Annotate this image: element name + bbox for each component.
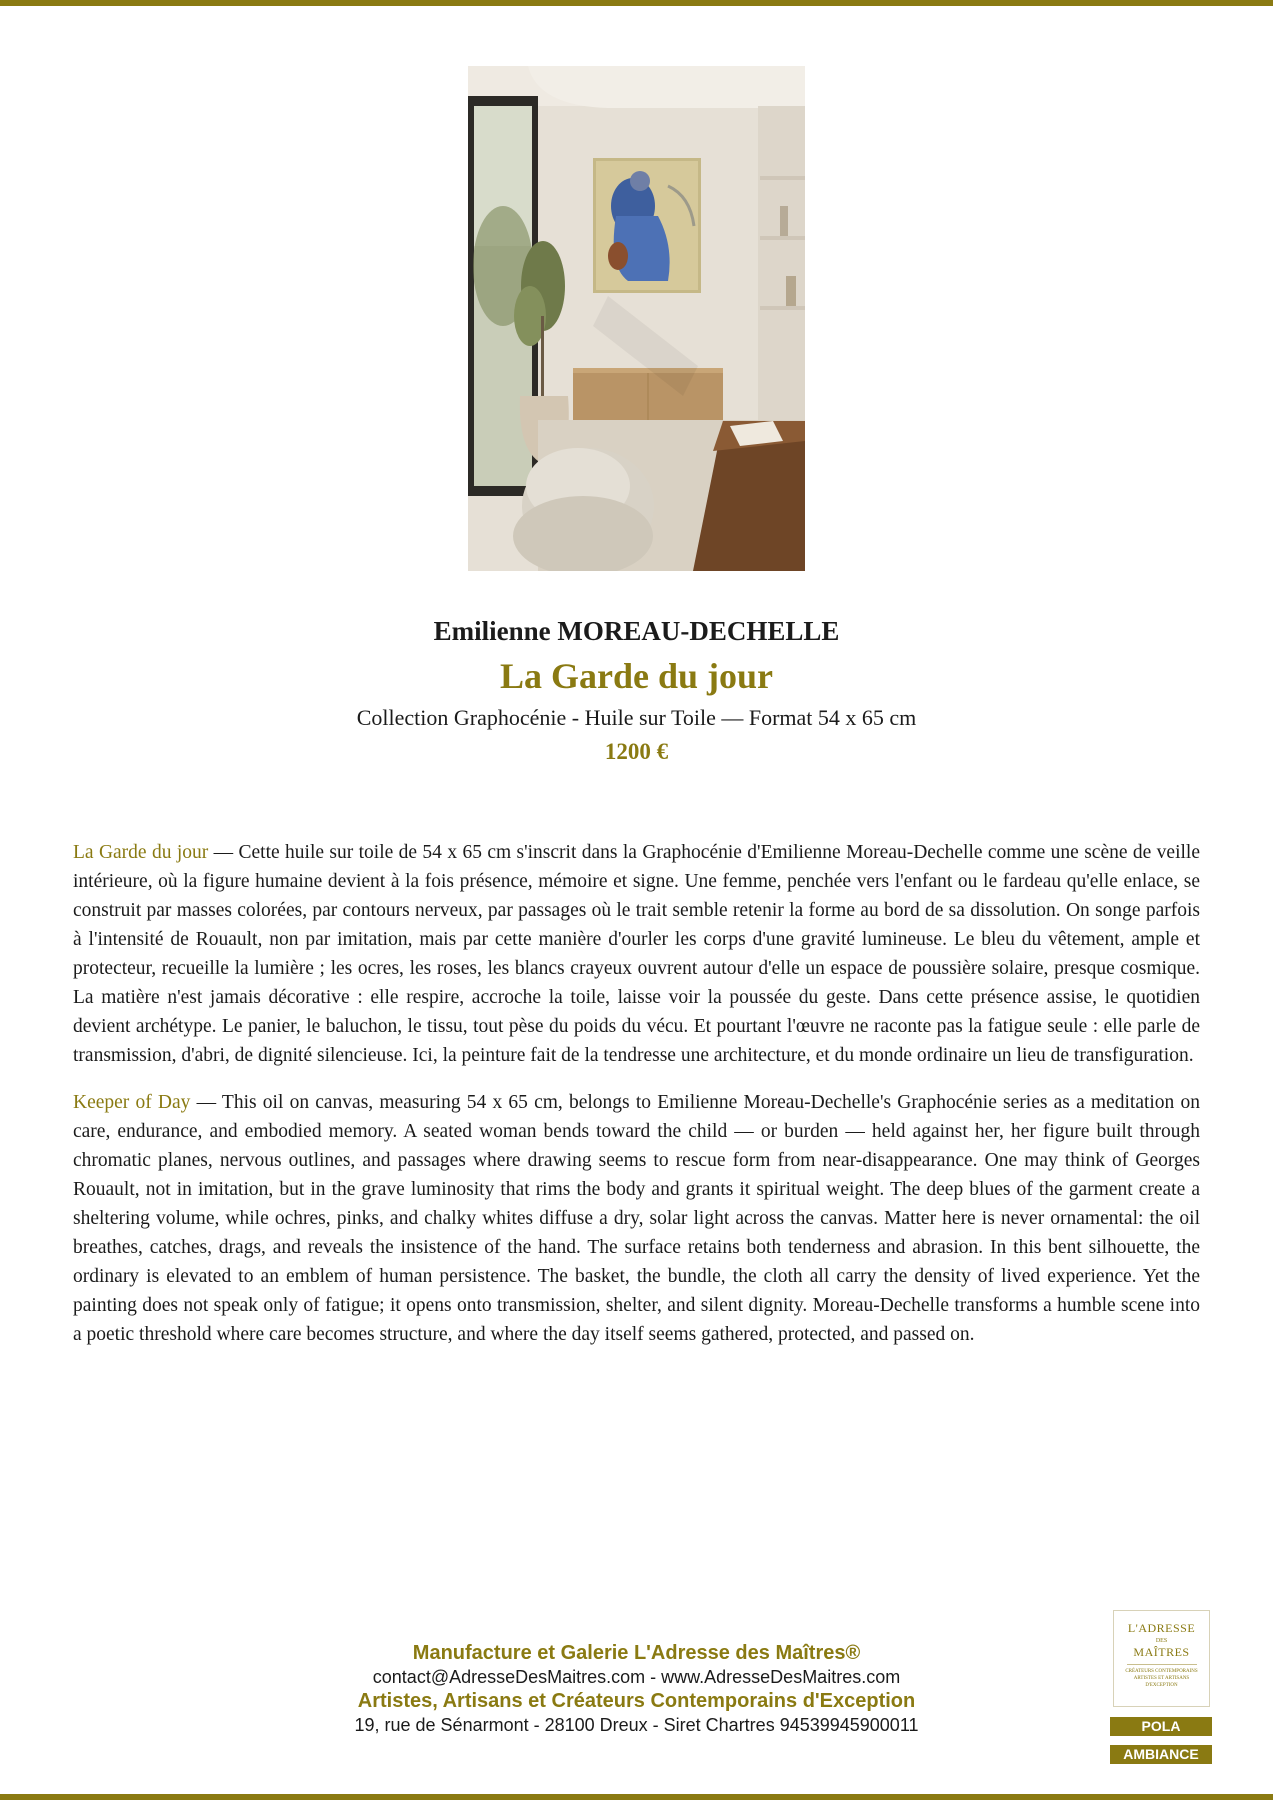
- logo-rule: [1127, 1664, 1197, 1665]
- french-text: — Cette huile sur toile de 54 x 65 cm s'inscrit dans la Graphocénie d'Emilienne Moreau-Dechelle comme une scène de veille intérieure, où la figure humaine devient à la fois présence, mémoire et signe. Une femme, penchée vers l'enfant ou le fardeau qu'elle enlace, se construit par masses colorées, par contours nerveux, par passages où le trait semble retenir la forme au bord de sa dissolution. On songe parfois à l'intensité de Rouault, non par imitation, mais par cette manière d'ourler les corps d'une gravité lumineuse. Le bleu du vêtement, ample et protecteur, recueille la lumière ; les ocres, les roses, les blancs crayeux ouvrent autour d'elle un espace de poussière solaire, presque cosmique. La matière n'est jamais décorative : elle respire, accroche la toile, laisse voir la poussée du geste. Dans cette présence assise, le quotidien devient archétype. Le panier, le baluchon, le tissu, tout pèse du poids du vécu. Et pourtant l'œuvre ne raconte pas la fatigue seule : elle parle de transmission, d'abri, de dignité silencieuse. Ici, la peinture fait de la tendresse une architecture, et du monde ordinaire un lieu de transfiguration.: [73, 842, 1200, 1066]
- tag-pola: POLA: [1110, 1717, 1212, 1736]
- description-english: [73, 1088, 1200, 1349]
- logo-line-3: MAÎTRES: [1133, 1645, 1190, 1659]
- description-french: [73, 838, 1200, 1070]
- artwork-header: [0, 612, 1273, 768]
- artwork-room-photo: [468, 66, 805, 571]
- bottom-border: [0, 1794, 1273, 1800]
- footer-contact: contact@AdresseDesMaitres.com - www.AdresseDesMaitres.com: [372, 1667, 901, 1687]
- english-title-lead: Keeper of Day: [73, 1092, 191, 1113]
- tag-ambiance: AMBIANCE: [1110, 1745, 1212, 1764]
- artwork-details: Collection Graphocénie - Huile sur Toile — Format 54 x 65 cm: [356, 705, 917, 730]
- footer: [0, 1641, 1273, 1737]
- gallery-logo: [1113, 1610, 1210, 1707]
- logo-line-2: DES: [1155, 1638, 1168, 1644]
- logo-line-4: CRÉATEURS CONTEMPORAINS ARTISTES ET ARTISANS D'EXCEPTION: [1125, 1669, 1198, 1688]
- english-text: — This oil on canvas, measuring 54 x 65 cm, belongs to Emilienne Moreau-Dechelle's Graphocénie series as a meditation on care, endurance, and embodied memory. A seated woman bends toward the child — or burden — held against her, her figure built through chromatic planes, nervous outlines, and passages where drawing seems to rescue form from near-disappearance. One may think of Georges Rouault, not in imitation, but in the grave luminosity that rims the body and grants it spiritual weight. The deep blues of the garment create a sheltering volume, while ochres, pinks, and chalky whites diffuse a dry, solar light across the canvas. Matter here is never ornamental: the oil breathes, catches, drags, and reveals the insistence of the hand. The surface retains both tenderness and abrasion. In this bent silhouette, the ordinary is elevated to an emblem of human persistence. The basket, the bundle, the cloth all carry the density of lived experience. Yet the painting does not speak only of fatigue; it opens onto transmission, shelter, and silent dignity. Moreau-Dechelle transforms a humble scene into a poetic threshold where care becomes structure, and where the day itself seems gathered, protected, and passed on.: [73, 1092, 1200, 1345]
- artwork-price: 1200 €: [604, 739, 669, 764]
- artist-name: Emilienne MOREAU-DECHELLE: [433, 616, 840, 646]
- top-border: [0, 0, 1273, 6]
- logo-line-1: L'ADRESSE: [1127, 1621, 1196, 1635]
- footer-address: 19, rue de Sénarmont - 28100 Dreux - Siret Chartres 94539945900011: [354, 1715, 919, 1735]
- footer-tagline: Artistes, Artisans et Créateurs Contemporains d'Exception: [357, 1690, 916, 1712]
- french-title-lead: La Garde du jour: [73, 842, 209, 863]
- description-body: [73, 838, 1200, 1367]
- footer-company: Manufacture et Galerie L'Adresse des Maîtres®: [412, 1642, 861, 1664]
- artwork-title: La Garde du jour: [499, 656, 774, 696]
